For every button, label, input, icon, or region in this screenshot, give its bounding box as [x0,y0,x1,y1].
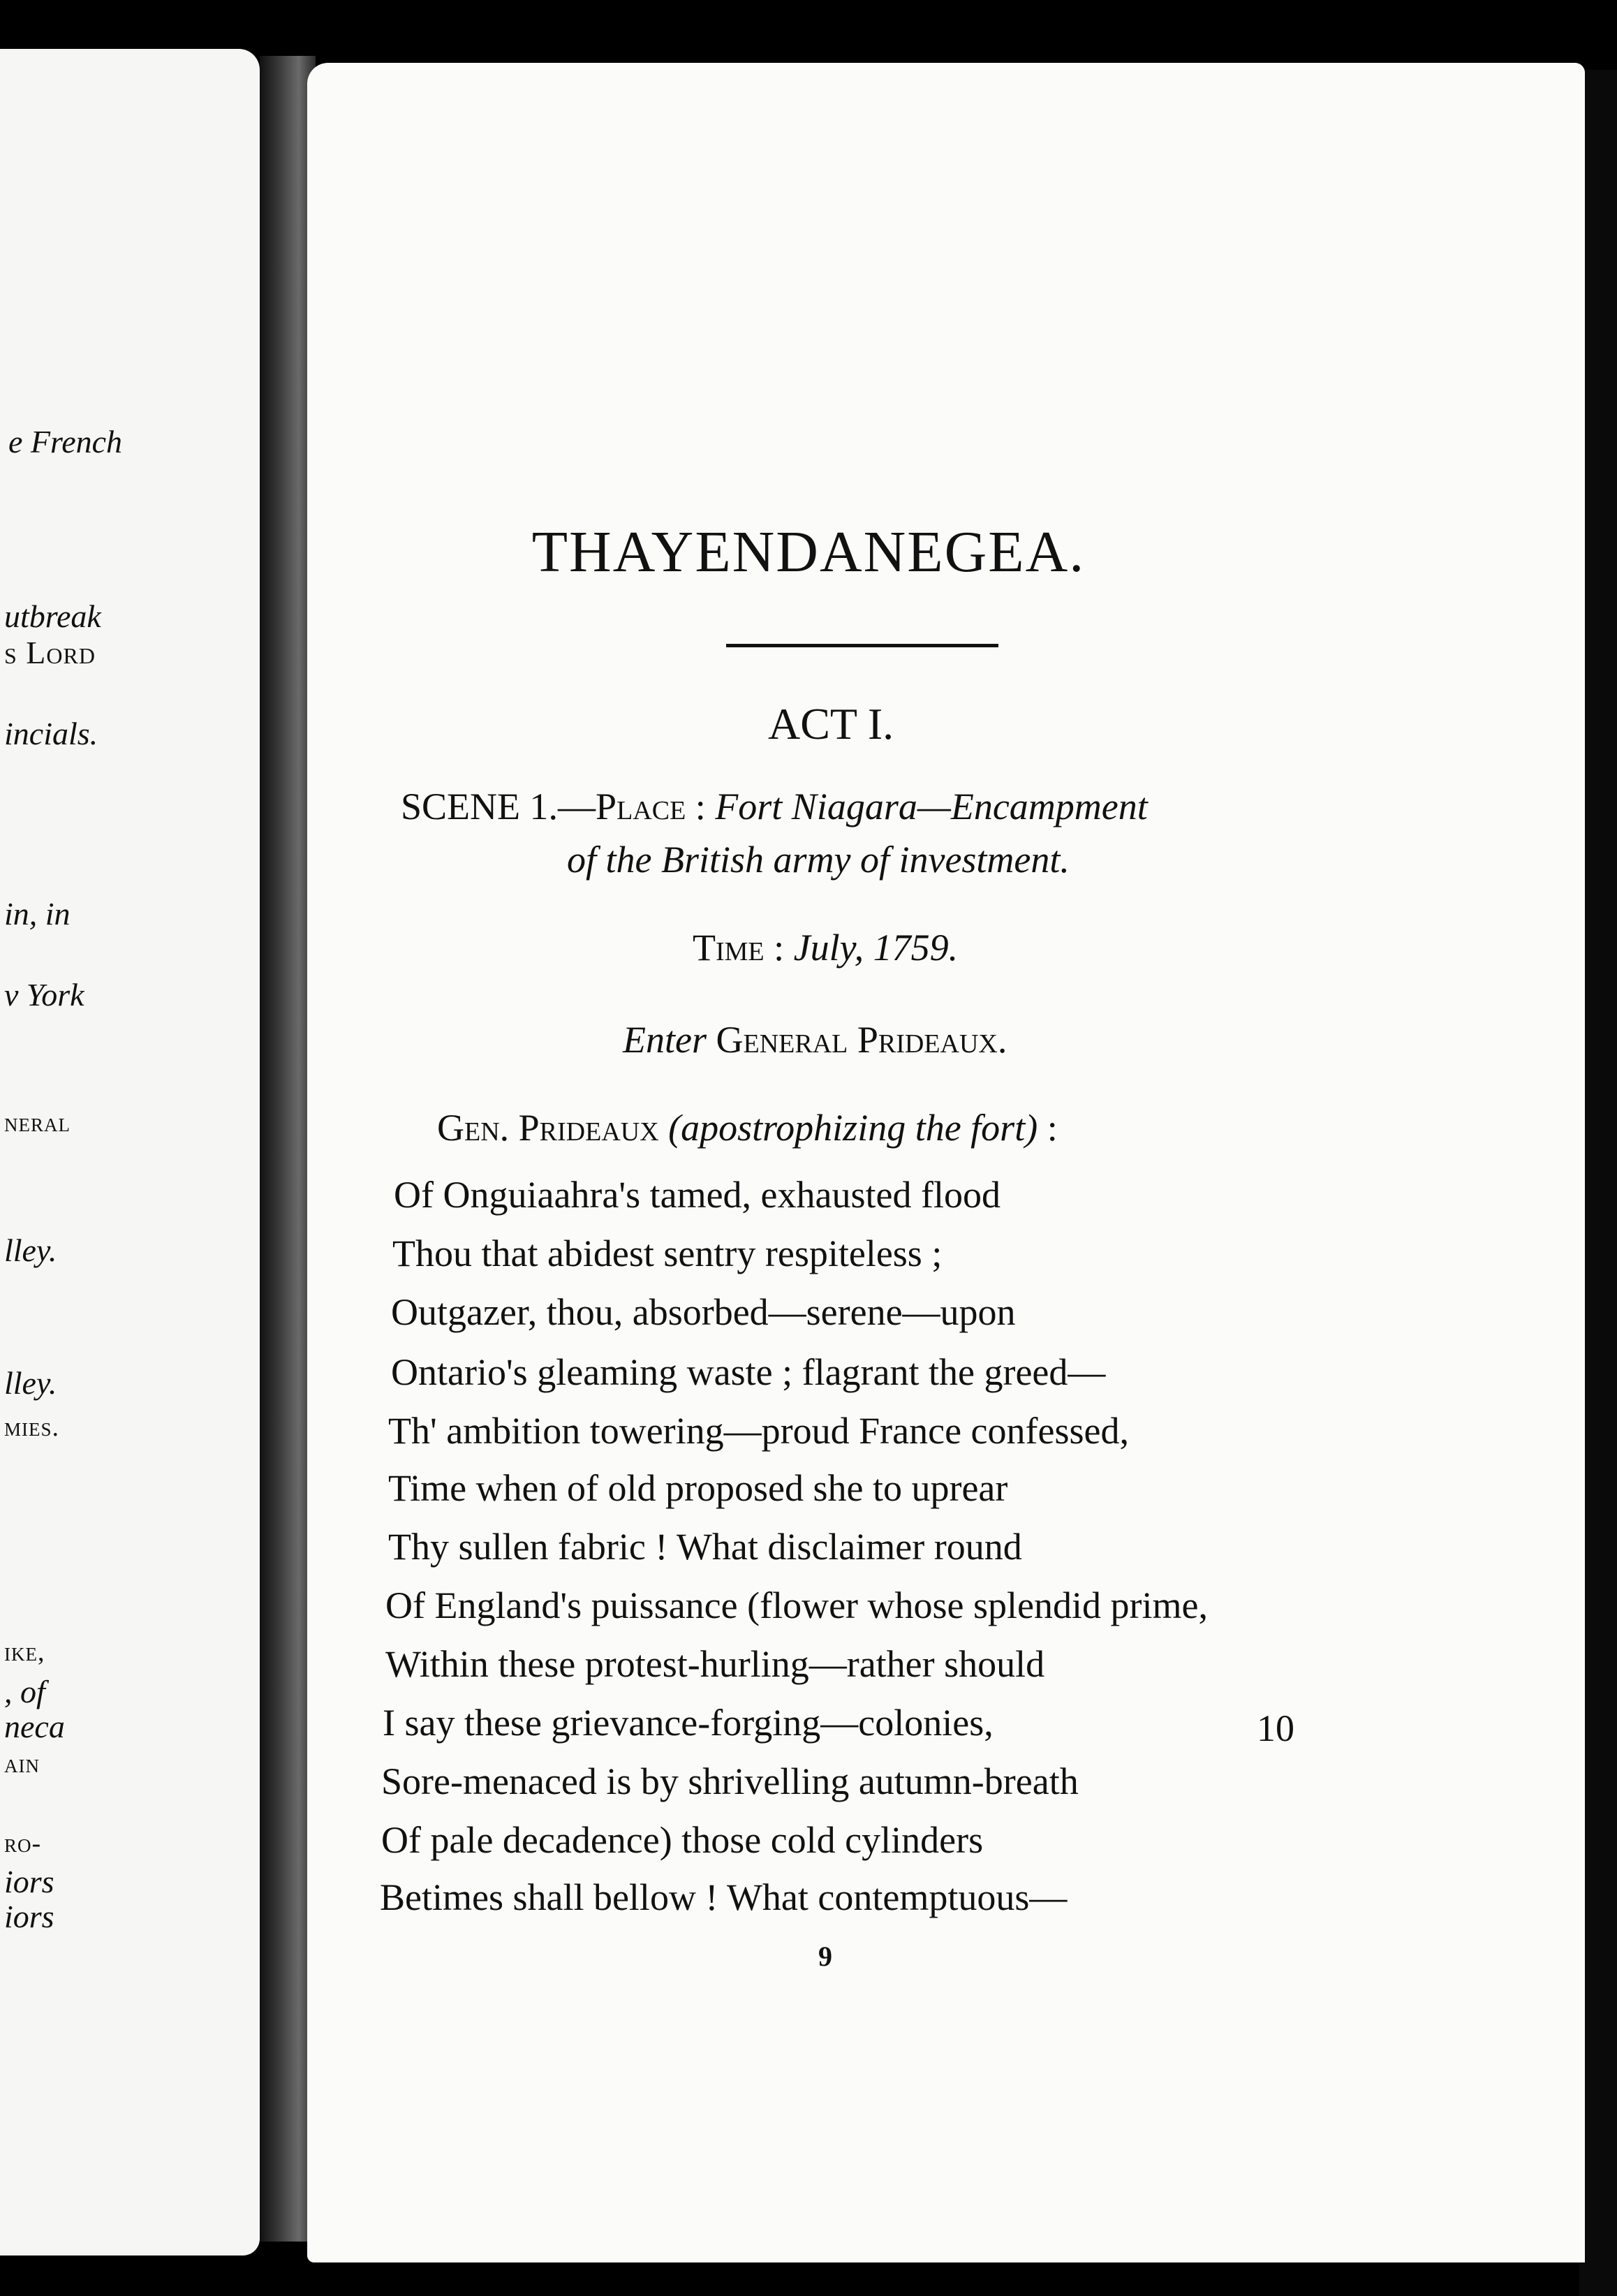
verse-line: Outgazer, thou, absorbed—serene—upon [391,1291,1016,1333]
place-label: Place [596,786,686,827]
speaker-colon: : [1038,1107,1058,1149]
stage-direction [623,1018,1007,1061]
verse-line: Thy sullen fabric ! What disclaimer round [388,1526,1022,1568]
scene-number: SCENE 1.— [401,786,596,827]
right-page [307,63,1585,2262]
verse-line: Within these protest-hurling—rather should [385,1643,1045,1685]
stage-direction-character: General Prideaux. [716,1019,1007,1061]
speaker-name: Gen. Prideaux [437,1107,659,1149]
scene-time [693,926,958,969]
left-page-fragment: , of [4,1674,45,1709]
left-page-fragment: e French [8,424,123,459]
verse-line: Ontario's gleaming waste ; flagrant the greed— [391,1351,1106,1393]
verse-line: Th' ambition towering—proud France confessed, [388,1410,1129,1452]
time-value: July, 1759. [793,927,959,969]
verse-line: Of England's puissance (flower whose splendid prime, [385,1584,1208,1626]
left-page-fragment: v York [4,977,84,1013]
place-separator: : [686,786,716,827]
line-number: 10 [1257,1707,1294,1749]
left-page-fragment: incials. [4,716,98,751]
time-separator: : [764,927,794,969]
left-page-fragment: s Lord [4,635,96,670]
verse-line: Of pale decadence) those cold cylinders [381,1819,984,1861]
act-heading: ACT I. [768,699,894,749]
speaker-heading [437,1106,1058,1149]
scene-heading [401,785,1148,828]
title-divider [726,644,998,647]
verse-line: Thou that abidest sentry respiteless ; [392,1232,943,1274]
left-page-fragment: mies. [4,1413,60,1442]
left-page-fragment: utbreak [4,598,101,634]
verse-line: Betimes shall bellow ! What contemptuous— [380,1876,1068,1918]
page-number: 9 [818,1941,832,1972]
verse-line: Sore-menaced is by shrivelling autumn-breath [381,1760,1079,1802]
left-page-fragment: lley. [4,1365,57,1401]
stage-direction-enter: Enter [623,1019,707,1061]
verse-line: I say these grievance-forging—colonies, [383,1702,994,1744]
page-edge [1579,70,1617,2296]
verse-line: Time when of old proposed she to uprear [388,1467,1008,1509]
verse-line: Of Onguiaahra's tamed, exhausted flood [394,1174,1001,1216]
speaker-direction: (apostrophizing the fort) [668,1107,1038,1149]
left-page-fragment: neca [4,1709,65,1744]
place-line-2: of the British army of investment. [567,839,1070,881]
left-page-fragment: in, in [4,896,71,932]
left-page-fragment: lley. [4,1232,57,1268]
left-page-fragment: iors [4,1864,54,1899]
left-page-fragment: neral [4,1108,71,1138]
left-page-fragment: ike, [4,1638,45,1667]
book-title: THAYENDANEGEA. [531,520,1086,584]
time-label: Time [693,927,765,969]
place-line-1: Fort Niagara—Encampment [715,786,1148,827]
left-page-fragment: ain [4,1749,40,1779]
left-page-fragment: iors [4,1899,54,1934]
left-facing-page [0,49,260,2255]
left-page-fragment: ro- [4,1829,42,1858]
